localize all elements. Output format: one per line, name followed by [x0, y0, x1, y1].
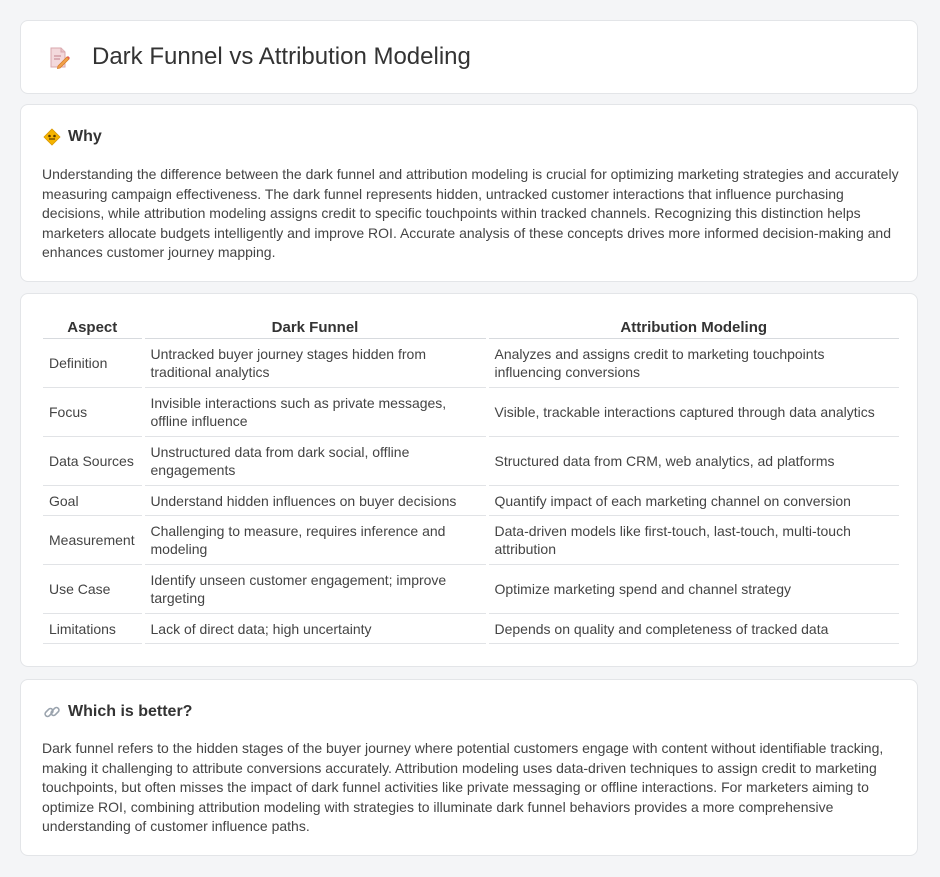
table-cell: Depends on quality and completeness of tracked data	[487, 614, 899, 644]
table-cell: Visible, trackable interactions captured through data analytics	[487, 388, 899, 437]
better-heading-row	[43, 702, 192, 722]
table-cell: Measurement	[43, 516, 143, 565]
column-header: Dark Funnel	[143, 316, 487, 339]
table-cell: Analyzes and assigns credit to marketing touchpoints influencing conversions	[487, 339, 899, 388]
page-title: Dark Funnel vs Attribution Modeling	[92, 43, 471, 70]
better-heading: Which is better?	[68, 703, 193, 720]
table-row	[43, 516, 899, 565]
table-cell: Quantify impact of each marketing channel on conversion	[487, 486, 899, 516]
header-card	[20, 20, 918, 94]
document-pencil-icon	[47, 46, 71, 70]
why-heading: Why	[68, 128, 102, 145]
table-row	[43, 614, 899, 644]
why-heading-row	[43, 127, 102, 147]
table-cell: Challenging to measure, requires inference and modeling	[143, 516, 487, 565]
table-cell: Untracked buyer journey stages hidden from traditional analytics	[143, 339, 487, 388]
table-cell: Focus	[43, 388, 143, 437]
table-row	[43, 565, 899, 614]
table-cell: Data Sources	[43, 437, 143, 486]
table-row	[43, 486, 899, 516]
table-header-row	[43, 316, 899, 339]
table-cell: Data-driven models like first-touch, last-touch, multi-touch attribution	[487, 516, 899, 565]
column-header: Attribution Modeling	[487, 316, 899, 339]
table-row	[43, 388, 899, 437]
table-cell: Optimize marketing spend and channel strategy	[487, 565, 899, 614]
table-row	[43, 339, 899, 388]
why-section	[20, 104, 918, 282]
table-cell: Unstructured data from dark social, offline engagements	[143, 437, 487, 486]
table-cell: Understand hidden influences on buyer decisions	[143, 486, 487, 516]
table-cell: Invisible interactions such as private messages, offline influence	[143, 388, 487, 437]
table-cell: Identify unseen customer engagement; improve targeting	[143, 565, 487, 614]
table-cell: Lack of direct data; high uncertainty	[143, 614, 487, 644]
table-cell: Definition	[43, 339, 143, 388]
table-row	[43, 437, 899, 486]
why-paragraph: Understanding the difference between the dark funnel and attribution modeling is crucial for optimizing marketing strategies and accurately measuring campaign effectiveness. The dark funnel represents hidden, untracked customer interactions that influence purchasing decisions, while attribution modeling assigns credit to specific touchpoints within tracked channels. Recognizing this distinction helps marketers allocate budgets intelligently and improve ROI. Accurate analysis of these concepts drives more informed decision-making and enhances customer journey mapping.	[42, 166, 899, 260]
comparison-table	[43, 316, 899, 644]
diamond-sign-icon	[43, 128, 61, 146]
table-cell: Structured data from CRM, web analytics, ad platforms	[487, 437, 899, 486]
table-cell: Limitations	[43, 614, 143, 644]
comparison-section	[20, 293, 918, 667]
table-cell: Goal	[43, 486, 143, 516]
table-cell: Use Case	[43, 565, 143, 614]
link-icon	[43, 703, 61, 721]
column-header: Aspect	[43, 316, 143, 339]
better-paragraph: Dark funnel refers to the hidden stages of the buyer journey where potential customers engage with content without identifiable tracking, making it challenging to attribute conversions accurately. Attribution modeling uses data-driven techniques to assign credit to marketing touchpoints, but often misses the impact of dark funnel activities like private messaging or offline interactions. For marketers aiming to optimize ROI, combining attribution modeling with strategies to illuminate dark funnel behaviors provides a more comprehensive understanding of customer influence paths.	[42, 740, 884, 834]
which-is-better-section	[20, 679, 918, 856]
